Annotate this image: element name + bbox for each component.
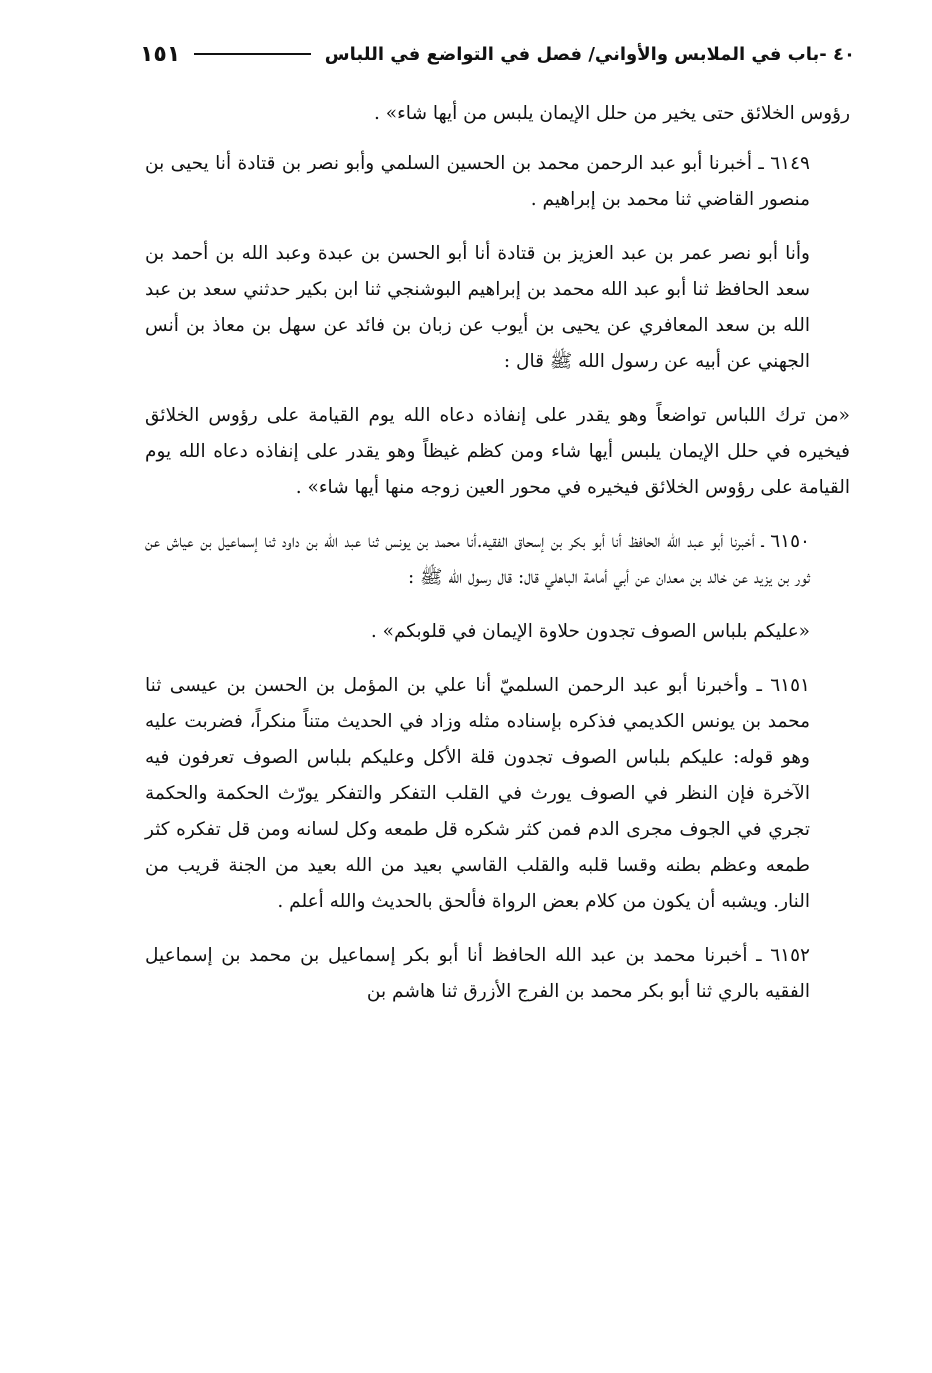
header-rule <box>194 53 310 55</box>
hadith-6152: ٦١٥٢ ـ أخبرنا محمد بن عبد الله الحافظ أنا أبو بكر إسماعيل بن محمد بن إسماعيل الفقيه بالري ثنا أبو بكر محمد بن الفرج الأزرق ثنا هاشم بن <box>145 945 810 1002</box>
text-body <box>145 96 850 1028</box>
paragraph-continuation: رؤوس الخلائق حتى يخير من حلل الإيمان يلبس من أيها شاء» . <box>374 103 850 124</box>
page-number: ١٥١ <box>140 41 181 67</box>
hadith-text-quote-2: «عليكم بلباس الصوف تجدون حلاوة الإيمان في قلوبكم» . <box>370 621 810 642</box>
hadith-6149: ٦١٤٩ ـ أخبرنا أبو عبد الرحمن محمد بن الحسين السلمي وأبو نصر بن قتادة أنا يحيى بن منصور القاضي ثنا محمد بن إبراهيم . <box>145 153 810 210</box>
isnad-paragraph: وأنا أبو نصر عمر بن عبد العزيز بن قتادة أنا أبو الحسن بن عبدة وعبد الله بن أحمد بن سعد الحافظ ثنا أبو عبد الله محمد بن إبراهيم البوشنجي ثنا ابن بكير حدثني سعد بن عبد الله بن سعد المعافري عن يحيى بن أيوب عن زبان بن فائد عن سهل بن معاذ بن أنس الجهني عن أبيه عن رسول الله ﷺ قال : <box>145 243 810 372</box>
running-header <box>140 34 855 74</box>
header-title: ٤٠ -باب في الملابس والأواني/ فصل في التواضع في اللباس <box>324 43 855 65</box>
hadith-6150: ٦١٥٠ ـ أخبرنا أبو عبد الله الحافظ أنا أبو بكر بن إسحاق الفقيه.أنا محمد بن يونس ثنا عبد الله بن داود ثنا إسماعيل بن عياش عن ثور بن يزيد عن خالد بن معدان عن أبي أمامة الباهلي قال: قال رسول الله ﷺ : <box>145 531 810 588</box>
hadith-6151: ٦١٥١ ـ وأخبرنا أبو عبد الرحمن السلميّ أنا علي بن المؤمل بن الحسن بن عيسى ثنا محمد بن يونس الكديمي فذكره بإسناده مثله وزاد في الحديث متناً منكراً، فضربت عليه وهو قوله: عليكم بلباس الصوف تجدون قلة الأكل وعليكم بلباس الصوف تعرفون فيه الآخرة فإن النظر في الصوف يورث في القلب التفكر والتفكر يورّث الحكمة والحكمة تجري في الجوف مجرى الدم فمن كثر شكره قل طمعه وكل لسانه ومن قل تفكره كثر طمعه وعظم بطنه وقسا قلبه والقلب القاسي بعيد من الله بعيد من الجنة قريب من النار. ويشبه أن يكون من كلام بعض الرواة فألحق بالحديث والله أعلم . <box>145 675 810 912</box>
hadith-text-quote: «من ترك اللباس تواضعاً وهو يقدر على إنفاذه دعاه الله يوم القيامة على رؤوس الخلائق فيخيره في حلل الإيمان يلبس أيها شاء ومن كظم غيظاً وهو يقدر على إنفاذه دعاه الله يوم القيامة على رؤوس الخلائق فيخيره في محور العين زوجه منها أيها شاء» . <box>145 405 850 498</box>
